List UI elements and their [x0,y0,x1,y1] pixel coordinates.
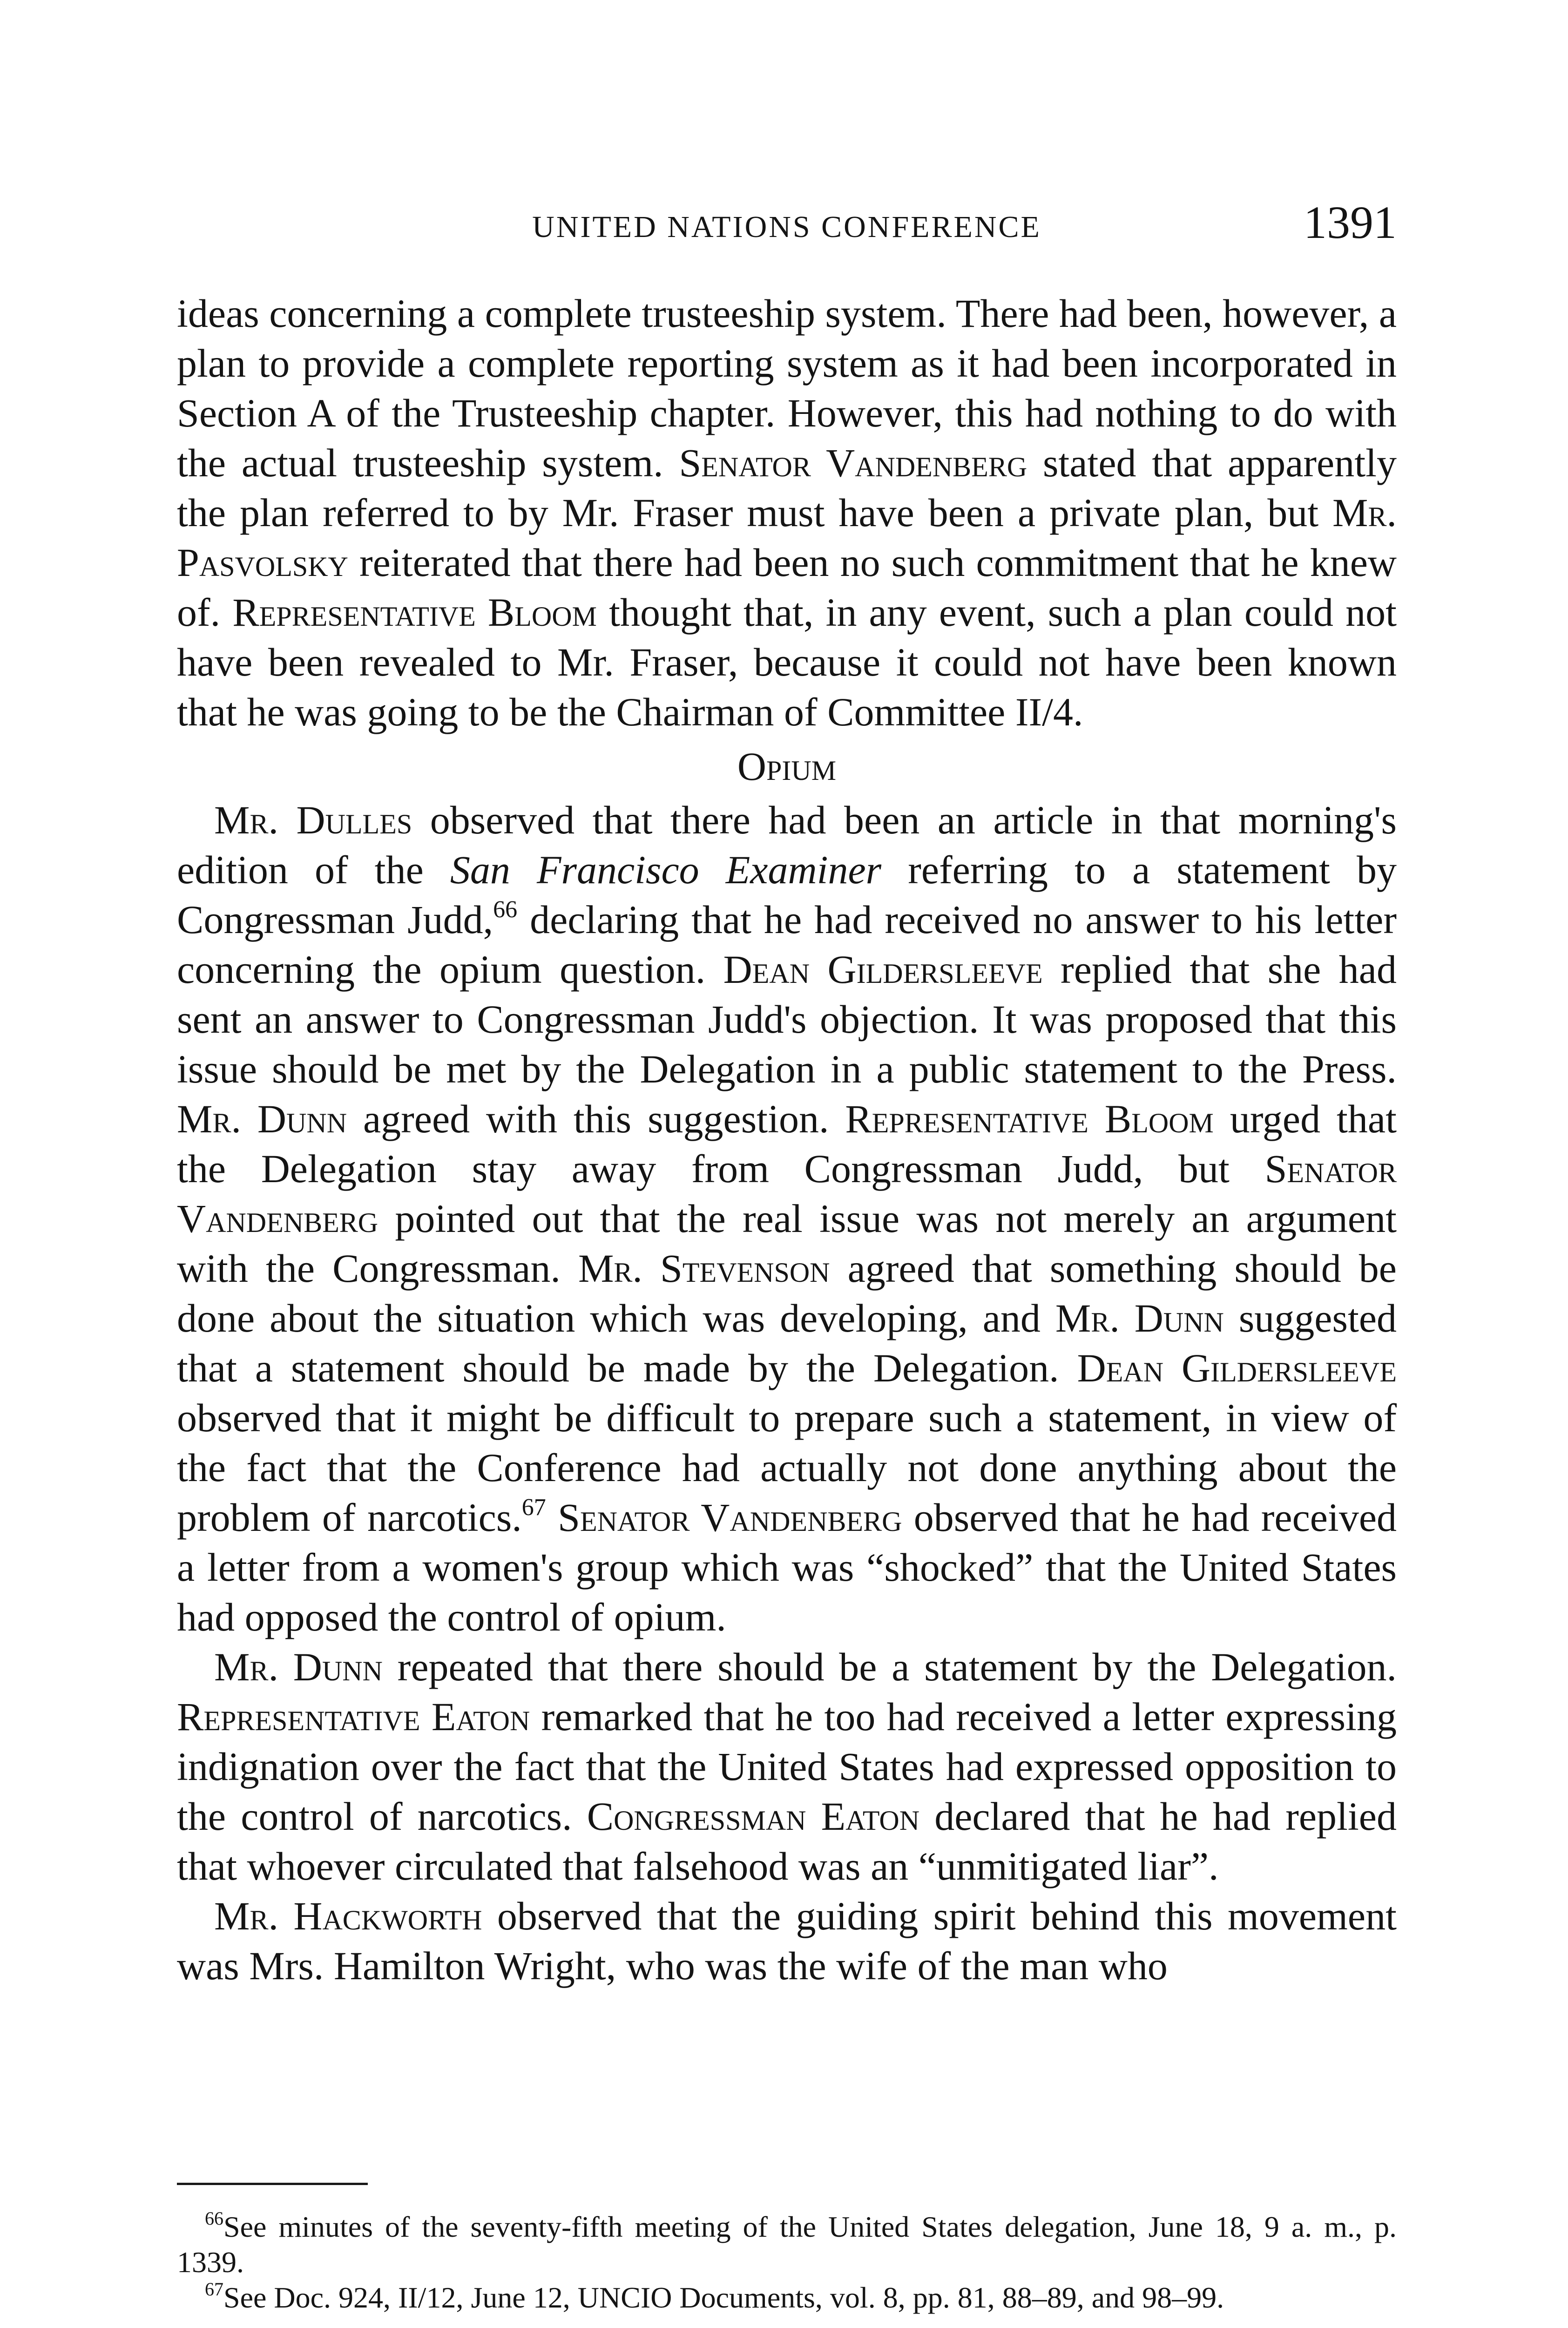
text-run: observed that it might be difficult to prepare such a statement, in view of the fact that the Conference had actually not done anything about the problem of narcotics. [177,1395,1397,1540]
speaker-name: Mr. Stevenson [578,1246,830,1291]
text-run: ideas concerning a complete trusteeship system. There had been, however, a plan to provide a complete reporting system as it had been incorporated in Section A of the Trusteeship chapter. However, this had nothing to do with the actual trusteeship system. [177,291,1397,485]
footnotes [177,2209,1397,2315]
footnote-text: See Doc. 924, II/12, June 12, UNCIO Documents, vol. 8, pp. 81, 88–89, and 98–99. [223,2281,1224,2314]
footnote-ref: 67 [521,1494,546,1521]
text-run: agreed that something should be done about the situation which was developing, and [177,1246,1397,1340]
publication-title: San Francisco Examiner [450,847,882,892]
running-head [177,196,1397,251]
speaker-name: Dean Gildersleeve [723,947,1043,992]
text-run: referring to a statement by Congressman Judd, [177,847,1397,942]
text-run: observed that he had received a letter from a women's group which was “shocked” that the United States had opposed the control of opium. [177,1495,1397,1639]
body-text [177,289,1397,1991]
speaker-name: Senator Vandenberg [558,1495,902,1540]
text-run: declared that he had replied that whoever circulated that falsehood was an “unmitigated liar”. [177,1794,1397,1888]
running-title: UNITED NATIONS CONFERENCE [532,210,1041,244]
text-run: reiterated that there had been no such commitment that he knew of. [177,540,1397,635]
speaker-name: Representative Eaton [177,1694,530,1739]
text-run: declaring that he had received no answer to his letter concerning the opium question. [177,897,1397,992]
speaker-name: Mr. Pasvolsky [177,490,1397,585]
page-number: 1391 [1304,196,1397,248]
paragraph-3 [177,1642,1397,1891]
speaker-name: Senator Vandenberg [679,440,1027,485]
speaker-name: Dean Gildersleeve [1077,1346,1397,1390]
footnote-ref: 66 [493,896,518,923]
speaker-name: Mr. Hackworth [214,1894,482,1938]
speaker-name: Mr. Dunn [177,1096,347,1141]
footnote-marker: 66 [205,2208,223,2229]
footnote-divider [177,2183,368,2185]
footnote [177,2280,1397,2315]
text-run: repeated that there should be a statement by the Delegation. [382,1644,1397,1689]
text-run: pointed out that the real issue was not merely an argument with the Congressman. [177,1196,1397,1291]
text-run: replied that she had sent an answer to Congressman Judd's objection. It was proposed that this issue should be met by the Delegation in a public statement to the Press. [177,947,1397,1091]
speaker-name: Mr. Dunn [1055,1296,1224,1340]
speaker-name: Mr. Dunn [214,1644,383,1689]
paragraph-2 [177,795,1397,1642]
footnote-marker: 67 [205,2279,223,2300]
footnote-text: See minutes of the seventy-fifth meeting of the United States delegation, June 18, 9 a. m., p. 1339. [177,2210,1397,2279]
text-run: agreed with this suggestion. [347,1096,845,1141]
speaker-name: Representative Bloom [845,1096,1214,1141]
text-run: urged that the Delegation stay away from Congressman Judd, but [177,1096,1397,1191]
text-run [546,1495,558,1540]
text-run: stated that apparently the plan referred to by Mr. Fraser must have been a private plan, but [177,440,1397,535]
text-run: suggested that a statement should be made by the Delegation. [177,1296,1397,1390]
section-heading: Opium [737,744,837,789]
paragraph-1 [177,289,1397,737]
text-run: observed that there had been an article in that morning's edition of the [177,798,1397,892]
speaker-name: Representative Bloom [232,590,597,635]
speaker-name: Congressman Eaton [587,1794,920,1839]
speaker-name: Senator Vandenberg [177,1146,1397,1241]
paragraph-4 [177,1891,1397,1991]
speaker-name: Mr. Dulles [214,798,412,842]
text-run: thought that, in any event, such a plan could not have been revealed to Mr. Fraser, because it could not have been known that he was going to be the Chairman of Committee II/4. [177,590,1397,734]
footnote [177,2209,1397,2280]
text-run: remarked that he too had received a letter expressing indignation over the fact that the United States had expressed opposition to the control of narcotics. [177,1694,1397,1839]
text-run: observed that the guiding spirit behind this movement was Mrs. Hamilton Wright, who was the wife of the man who [177,1894,1397,1988]
